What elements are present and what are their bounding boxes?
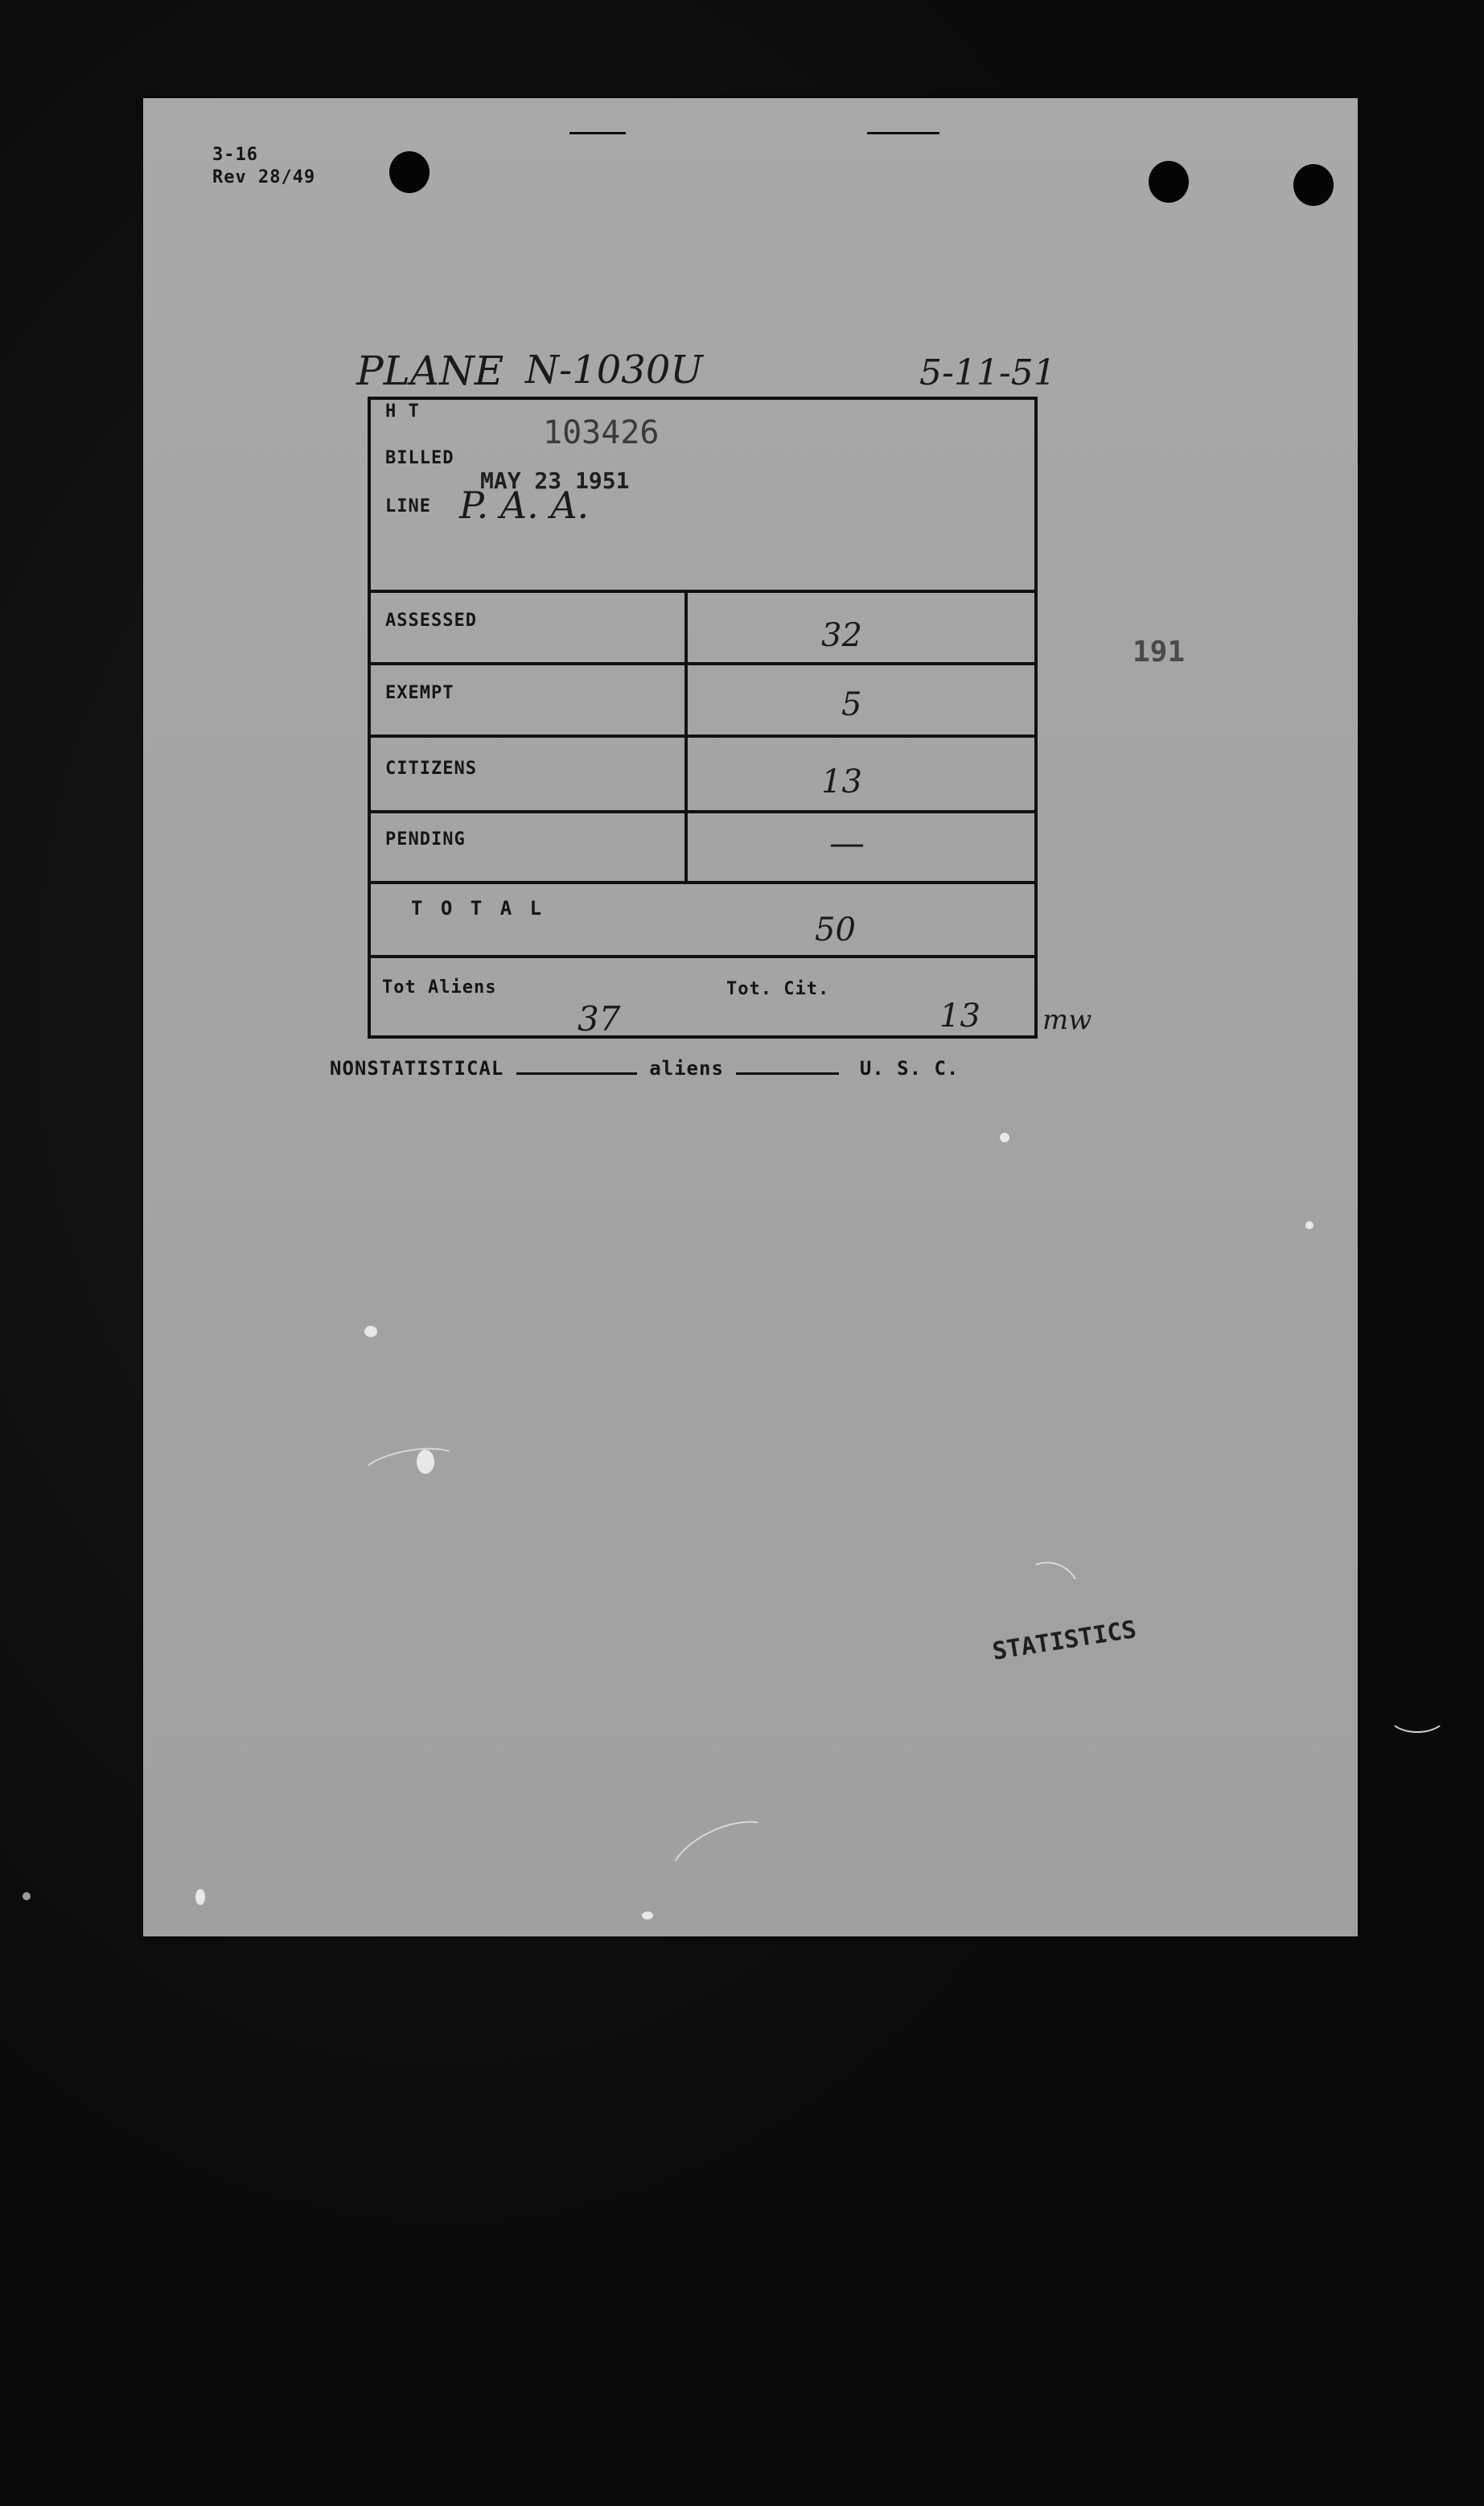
paper-speck	[195, 1889, 205, 1905]
column-divider	[684, 590, 688, 881]
punch-hole-middle	[1149, 161, 1189, 203]
ht-label: H T	[385, 401, 420, 422]
tot-aliens-value: 37	[578, 999, 621, 1039]
rule	[371, 881, 1034, 884]
rule	[371, 662, 1034, 665]
initials: mw	[1042, 1004, 1092, 1036]
line-value: P. A. A.	[459, 484, 590, 527]
tot-cit-value: 13	[939, 998, 980, 1035]
row-value-citizens: 13	[821, 763, 862, 800]
row-value-assessed: 32	[821, 617, 862, 654]
rule-top	[371, 590, 1034, 593]
paper-speck	[642, 1911, 653, 1920]
ht-number-stamp: 103426	[543, 414, 660, 451]
row-label-pending: PENDING	[385, 829, 466, 850]
paper-speck	[417, 1450, 434, 1474]
paper-scratch	[1013, 1553, 1086, 1622]
rule	[371, 955, 1034, 958]
paper-scratch	[659, 1806, 789, 1909]
form-revision: Rev 28/49	[212, 167, 316, 187]
tally-box	[368, 397, 1038, 1039]
background-speck	[23, 1892, 31, 1900]
total-value: 50	[815, 911, 856, 948]
page-number-stamp: 191	[1133, 636, 1186, 669]
paper-speck	[364, 1326, 377, 1337]
rule	[371, 735, 1034, 738]
row-value-exempt: 5	[841, 686, 862, 723]
aliens-blank	[736, 1069, 839, 1075]
tot-aliens-label: Tot Aliens	[382, 977, 497, 998]
edge-mark	[569, 132, 626, 134]
punch-hole-right	[1293, 164, 1334, 206]
punch-hole-left	[389, 151, 430, 193]
line-label: LINE	[385, 496, 431, 516]
form-sheet	[143, 98, 1358, 1936]
header-date: 5-11-51	[919, 352, 1056, 393]
row-label-assessed: ASSESSED	[385, 611, 477, 631]
plane-label: PLANE	[356, 348, 504, 394]
statistics-stamp: STATISTICS	[990, 1615, 1139, 1666]
tot-cit-label: Tot. Cit.	[726, 979, 830, 999]
row-label-citizens: CITIZENS	[385, 759, 477, 779]
billed-date-stamp: MAY 23 1951	[480, 467, 630, 494]
nonstatistical-line	[330, 1057, 959, 1080]
background-scratch	[1387, 1697, 1447, 1733]
billed-label: BILLED	[385, 448, 454, 468]
paper-scratch	[358, 1442, 462, 1494]
rule	[371, 810, 1034, 813]
paper-speck	[1305, 1221, 1313, 1229]
plane-number: N-1030U	[525, 348, 703, 393]
nonstat-label: NONSTATISTICAL	[330, 1057, 504, 1080]
nonstat-aliens-label: aliens	[649, 1057, 724, 1080]
edge-mark	[867, 132, 939, 134]
row-label-exempt: EXEMPT	[385, 683, 454, 703]
nonstat-usc-label: U. S. C.	[859, 1057, 960, 1080]
total-label: T O T A L	[411, 897, 545, 920]
form-number: 3-16	[212, 145, 258, 165]
paper-speck	[1000, 1133, 1009, 1142]
row-value-pending: —	[829, 823, 865, 864]
nonstat-blank	[516, 1069, 637, 1075]
